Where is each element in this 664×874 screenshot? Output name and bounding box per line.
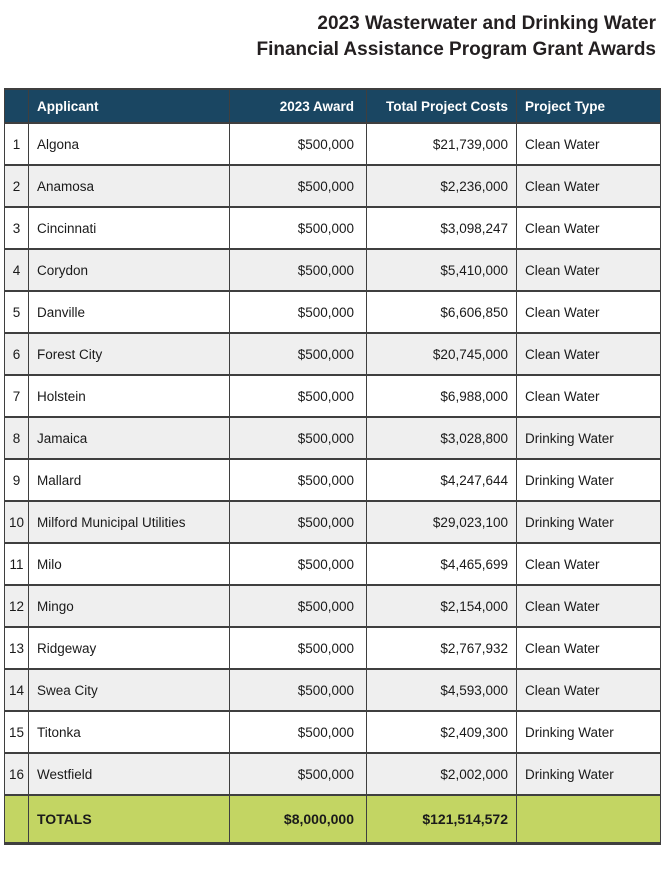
applicant-cell: Forest City — [29, 333, 230, 375]
project-type-cell: Drinking Water — [517, 501, 661, 543]
table-row — [5, 375, 661, 417]
total-cost-cell: $4,465,699 — [367, 543, 517, 585]
project-type-cell: Drinking Water — [517, 459, 661, 501]
award-cell: $500,000 — [230, 417, 367, 459]
table-row — [5, 123, 661, 165]
applicant-cell: Westfield — [29, 753, 230, 795]
title-line-1: 2023 Wasterwater and Drinking Water — [317, 13, 656, 34]
total-cost-cell: $3,028,800 — [367, 417, 517, 459]
totals-index-cell — [5, 795, 29, 843]
project-type-cell: Clean Water — [517, 333, 661, 375]
header-cell-applicant: Applicant — [29, 89, 230, 123]
totals-label: TOTALS — [29, 795, 230, 843]
applicant-cell: Anamosa — [29, 165, 230, 207]
row-number-cell: 5 — [5, 291, 29, 333]
row-number-cell: 2 — [5, 165, 29, 207]
table-row — [5, 333, 661, 375]
award-cell: $500,000 — [230, 249, 367, 291]
total-cost-cell: $2,409,300 — [367, 711, 517, 753]
applicant-cell: Ridgeway — [29, 627, 230, 669]
row-number-cell: 13 — [5, 627, 29, 669]
total-cost-cell: $2,002,000 — [367, 753, 517, 795]
applicant-cell: Holstein — [29, 375, 230, 417]
row-number-cell: 12 — [5, 585, 29, 627]
header-cell-award: 2023 Award — [230, 89, 367, 123]
project-type-cell: Clean Water — [517, 123, 661, 165]
total-cost-cell: $29,023,100 — [367, 501, 517, 543]
project-type-cell: Drinking Water — [517, 417, 661, 459]
header-cell-total: Total Project Costs — [367, 89, 517, 123]
row-number-cell: 11 — [5, 543, 29, 585]
award-cell: $500,000 — [230, 207, 367, 249]
totals-cost: $121,514,572 — [367, 795, 517, 843]
award-cell: $500,000 — [230, 123, 367, 165]
award-cell: $500,000 — [230, 711, 367, 753]
total-cost-cell: $5,410,000 — [367, 249, 517, 291]
project-type-cell: Clean Water — [517, 669, 661, 711]
header-row — [5, 89, 661, 123]
project-type-cell: Drinking Water — [517, 711, 661, 753]
row-number-cell: 16 — [5, 753, 29, 795]
row-number-cell: 10 — [5, 501, 29, 543]
table-row — [5, 753, 661, 795]
totals-row — [5, 795, 661, 843]
total-cost-cell: $4,593,000 — [367, 669, 517, 711]
row-number-cell: 15 — [5, 711, 29, 753]
award-cell: $500,000 — [230, 753, 367, 795]
total-cost-cell: $21,739,000 — [367, 123, 517, 165]
row-number-cell: 7 — [5, 375, 29, 417]
table-row — [5, 165, 661, 207]
total-cost-cell: $2,767,932 — [367, 627, 517, 669]
header-cell-type: Project Type — [517, 89, 661, 123]
total-cost-cell: $3,098,247 — [367, 207, 517, 249]
header-cell-index — [5, 89, 29, 123]
table-row — [5, 543, 661, 585]
applicant-cell: Milo — [29, 543, 230, 585]
total-cost-cell: $2,154,000 — [367, 585, 517, 627]
project-type-cell: Clean Water — [517, 585, 661, 627]
award-cell: $500,000 — [230, 501, 367, 543]
award-cell: $500,000 — [230, 543, 367, 585]
project-type-cell: Clean Water — [517, 543, 661, 585]
table-row — [5, 627, 661, 669]
award-cell: $500,000 — [230, 459, 367, 501]
totals-type-cell — [517, 795, 661, 843]
applicant-cell: Milford Municipal Utilities — [29, 501, 230, 543]
applicant-cell: Titonka — [29, 711, 230, 753]
table-row — [5, 249, 661, 291]
row-number-cell: 9 — [5, 459, 29, 501]
project-type-cell: Clean Water — [517, 249, 661, 291]
award-cell: $500,000 — [230, 165, 367, 207]
grant-awards-table — [4, 88, 661, 845]
table-row — [5, 459, 661, 501]
table-row — [5, 585, 661, 627]
applicant-cell: Jamaica — [29, 417, 230, 459]
award-cell: $500,000 — [230, 291, 367, 333]
award-cell: $500,000 — [230, 669, 367, 711]
project-type-cell: Drinking Water — [517, 753, 661, 795]
total-cost-cell: $4,247,644 — [367, 459, 517, 501]
table-row — [5, 501, 661, 543]
project-type-cell: Clean Water — [517, 375, 661, 417]
row-number-cell: 4 — [5, 249, 29, 291]
row-number-cell: 3 — [5, 207, 29, 249]
applicant-cell: Corydon — [29, 249, 230, 291]
project-type-cell: Clean Water — [517, 165, 661, 207]
applicant-cell: Algona — [29, 123, 230, 165]
applicant-cell: Cincinnati — [29, 207, 230, 249]
table-row — [5, 207, 661, 249]
row-number-cell: 6 — [5, 333, 29, 375]
total-cost-cell: $2,236,000 — [367, 165, 517, 207]
total-cost-cell: $20,745,000 — [367, 333, 517, 375]
row-number-cell: 1 — [5, 123, 29, 165]
totals-award: $8,000,000 — [230, 795, 367, 843]
applicant-cell: Danville — [29, 291, 230, 333]
award-cell: $500,000 — [230, 627, 367, 669]
project-type-cell: Clean Water — [517, 627, 661, 669]
row-number-cell: 14 — [5, 669, 29, 711]
total-cost-cell: $6,606,850 — [367, 291, 517, 333]
project-type-cell: Clean Water — [517, 207, 661, 249]
project-type-cell: Clean Water — [517, 291, 661, 333]
table-row — [5, 291, 661, 333]
table-row — [5, 711, 661, 753]
table-row — [5, 417, 661, 459]
document-title — [0, 0, 664, 63]
table-body — [5, 123, 661, 795]
award-cell: $500,000 — [230, 333, 367, 375]
total-cost-cell: $6,988,000 — [367, 375, 517, 417]
award-cell: $500,000 — [230, 375, 367, 417]
award-cell: $500,000 — [230, 585, 367, 627]
row-number-cell: 8 — [5, 417, 29, 459]
applicant-cell: Swea City — [29, 669, 230, 711]
applicant-cell: Mallard — [29, 459, 230, 501]
title-line-2: Financial Assistance Program Grant Awards — [256, 39, 656, 60]
table-row — [5, 669, 661, 711]
applicant-cell: Mingo — [29, 585, 230, 627]
